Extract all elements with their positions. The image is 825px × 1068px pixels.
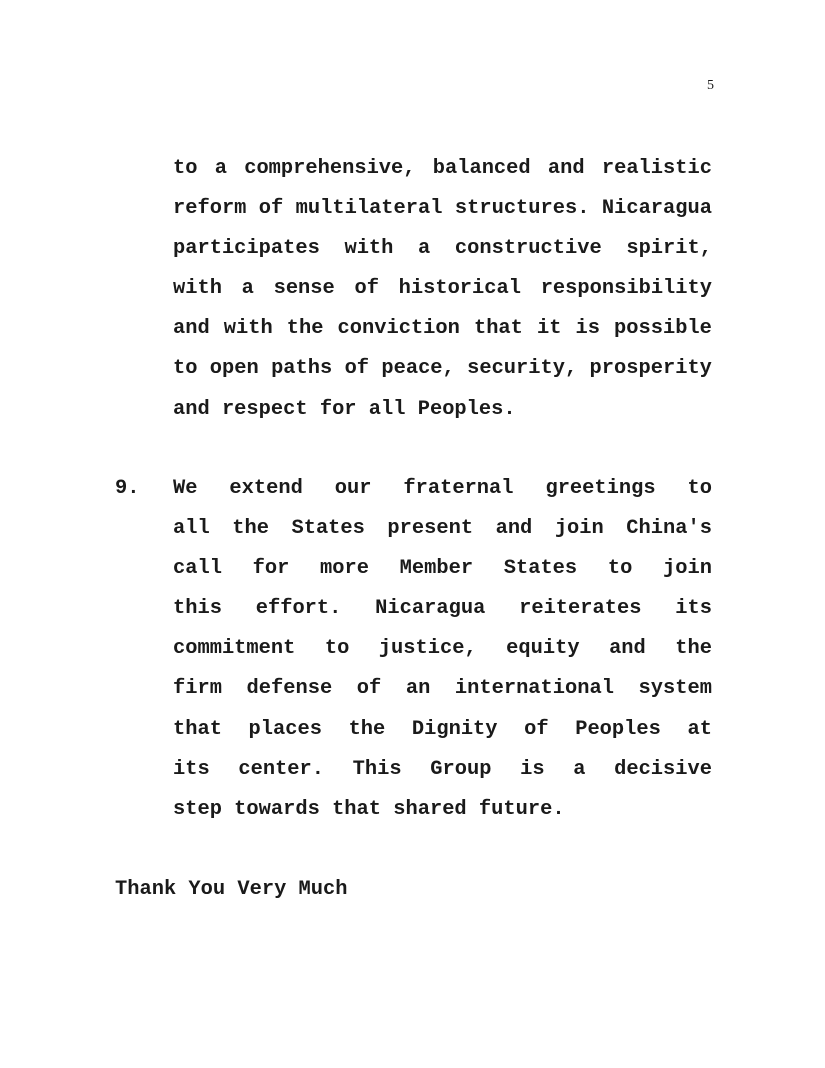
closing-line: Thank You Very Much <box>115 878 348 901</box>
paragraph-line <box>173 589 712 629</box>
word: Peoples <box>575 717 661 741</box>
word: a <box>418 237 431 261</box>
word: system <box>638 677 712 701</box>
word: of <box>354 277 379 301</box>
paragraph-9 <box>173 469 712 830</box>
word: We <box>173 477 198 500</box>
word: paths <box>271 357 333 381</box>
paragraph-continued <box>173 149 712 430</box>
page-number: 5 <box>707 78 714 93</box>
word: conviction <box>337 317 460 341</box>
word: sense <box>273 277 335 301</box>
word: firm <box>173 677 222 701</box>
word: decisive <box>614 757 712 781</box>
word: Dignity <box>411 717 498 741</box>
word: places <box>248 717 322 741</box>
word: to <box>173 157 198 180</box>
word: participates <box>173 237 320 261</box>
paragraph-line <box>173 189 712 229</box>
paragraph-line <box>173 629 712 669</box>
word: of <box>356 677 382 701</box>
word: and <box>173 317 210 341</box>
word: China's <box>626 517 712 541</box>
paragraph-line <box>173 349 712 389</box>
word: its <box>675 597 712 621</box>
word: that <box>173 717 222 741</box>
word: fraternal <box>403 477 514 500</box>
word: open <box>209 357 259 381</box>
word: security, <box>467 357 578 381</box>
word: multilateral <box>295 197 443 221</box>
word: States <box>291 517 365 541</box>
word: extend <box>229 477 303 500</box>
word: the <box>232 517 269 541</box>
word: structures. <box>454 197 590 221</box>
word: to <box>607 557 633 581</box>
word: center. <box>238 757 325 781</box>
word: historical <box>398 277 521 301</box>
word: all <box>173 517 210 541</box>
word: call <box>173 557 222 581</box>
word: of <box>258 197 284 221</box>
word: more <box>320 557 369 581</box>
paragraph-line <box>173 229 712 269</box>
word: the <box>286 317 324 341</box>
paragraph-line <box>173 309 712 349</box>
word: it <box>536 317 562 341</box>
word: Group <box>430 757 492 781</box>
paragraph-line <box>173 269 712 309</box>
word: greetings <box>545 477 656 500</box>
word: responsibility <box>540 277 712 301</box>
word: an <box>405 677 431 701</box>
word: join <box>662 557 712 581</box>
word: effort. <box>255 597 342 621</box>
paragraph-number: 9. <box>115 477 140 500</box>
word: with <box>223 317 273 341</box>
word: defense <box>246 677 333 701</box>
word: reiterates <box>519 597 642 621</box>
paragraph-line <box>173 710 712 750</box>
word: commitment <box>173 637 296 661</box>
word: join <box>554 517 604 541</box>
word: peace, <box>381 357 455 381</box>
word: of <box>344 357 370 381</box>
word: to <box>687 477 712 500</box>
word: international <box>454 677 614 701</box>
word: to <box>324 637 350 661</box>
word: reform <box>173 197 247 221</box>
word: realistic <box>601 157 712 180</box>
paragraph-line <box>173 149 712 189</box>
word: prosperity <box>589 357 712 381</box>
word: of <box>524 717 549 741</box>
word: Nicaragua <box>375 597 486 621</box>
word: States <box>503 557 578 581</box>
word: and <box>547 157 585 180</box>
word: and <box>495 517 533 541</box>
word: for <box>252 557 290 581</box>
word: the <box>348 717 386 741</box>
word: balanced <box>432 157 531 180</box>
word: spirit, <box>626 237 712 261</box>
word: our <box>334 477 372 500</box>
paragraph-line <box>173 750 712 790</box>
word: a <box>214 157 227 180</box>
word: is <box>575 317 600 341</box>
paragraph-line <box>173 669 712 709</box>
word: Nicaragua <box>601 197 712 221</box>
word: present <box>387 517 474 541</box>
word: to <box>173 357 198 381</box>
word: that <box>473 317 523 341</box>
paragraph-line <box>173 469 712 509</box>
word: and <box>609 637 646 661</box>
paragraph-line: and respect for all Peoples. <box>173 397 516 421</box>
word: the <box>675 637 712 661</box>
word: with <box>344 237 394 261</box>
word: justice, <box>378 637 477 661</box>
word: constructive <box>454 237 602 261</box>
word: its <box>173 757 210 781</box>
paragraph-line <box>173 509 712 549</box>
paragraph-line: step towards that shared future. <box>173 797 565 821</box>
word: equity <box>506 637 580 661</box>
word: Member <box>399 557 474 581</box>
word: this <box>173 597 222 621</box>
word: a <box>573 757 586 781</box>
word: with <box>173 277 222 301</box>
word: possible <box>614 317 712 341</box>
word: is <box>520 757 545 781</box>
word: This <box>352 757 402 781</box>
word: at <box>687 717 712 741</box>
paragraph-line <box>173 549 712 589</box>
word: a <box>241 277 254 301</box>
word: comprehensive, <box>244 157 416 180</box>
